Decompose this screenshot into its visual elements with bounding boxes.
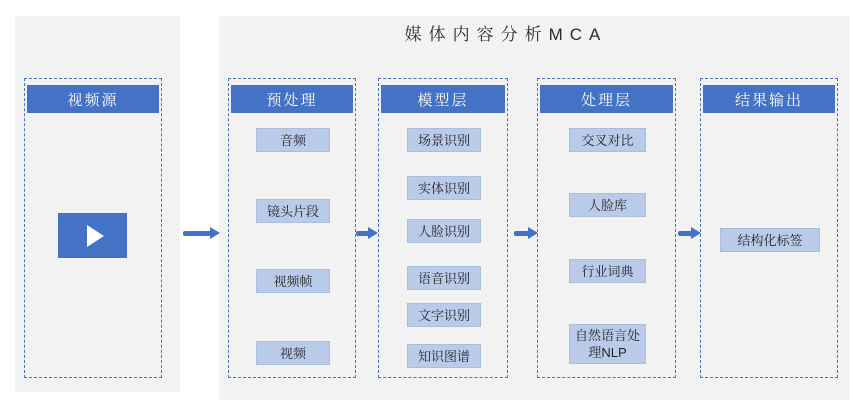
item-text-recognition: 文字识别 xyxy=(407,303,481,327)
item-speech-recognition: 语音识别 xyxy=(407,266,481,290)
item-audio: 音频 xyxy=(256,128,330,152)
column-header-model-layer: 模型层 xyxy=(381,85,505,113)
column-video-source xyxy=(24,78,162,378)
arrow-head-icon xyxy=(210,227,220,239)
item-cross-compare: 交叉对比 xyxy=(569,128,646,152)
item-knowledge-graph: 知识图谱 xyxy=(407,344,481,368)
item-video: 视频 xyxy=(256,341,330,365)
item-shot-clips: 镜头片段 xyxy=(256,199,330,223)
column-result-output xyxy=(700,78,838,378)
column-header-processing-layer: 处理层 xyxy=(540,85,673,113)
item-face-database: 人脸库 xyxy=(569,193,646,217)
item-nlp: 自然语言处理NLP xyxy=(569,324,646,364)
arrow-body xyxy=(183,231,212,236)
column-header-preprocessing: 预处理 xyxy=(231,85,353,113)
item-scene-recognition: 场景识别 xyxy=(407,128,481,152)
arrow-head-icon xyxy=(368,227,378,239)
flow-arrow-4 xyxy=(678,227,701,239)
item-face-recognition: 人脸识别 xyxy=(407,219,481,243)
item-entity-recognition: 实体识别 xyxy=(407,176,481,200)
column-processing-layer xyxy=(537,78,676,378)
column-preprocessing xyxy=(228,78,356,378)
play-icon xyxy=(87,225,104,247)
column-model-layer xyxy=(378,78,508,378)
flow-arrow-1 xyxy=(183,227,220,239)
item-structured-tags: 结构化标签 xyxy=(720,228,820,252)
flow-arrow-3 xyxy=(514,227,538,239)
diagram-title: 媒体内容分析MCA xyxy=(404,25,608,44)
item-video-frames: 视频帧 xyxy=(256,269,330,293)
item-industry-dictionary: 行业词典 xyxy=(569,259,646,283)
column-header-result-output: 结果输出 xyxy=(703,85,835,113)
column-header-video-source: 视频源 xyxy=(27,85,159,113)
play-button[interactable] xyxy=(58,213,127,258)
flow-arrow-2 xyxy=(356,227,378,239)
